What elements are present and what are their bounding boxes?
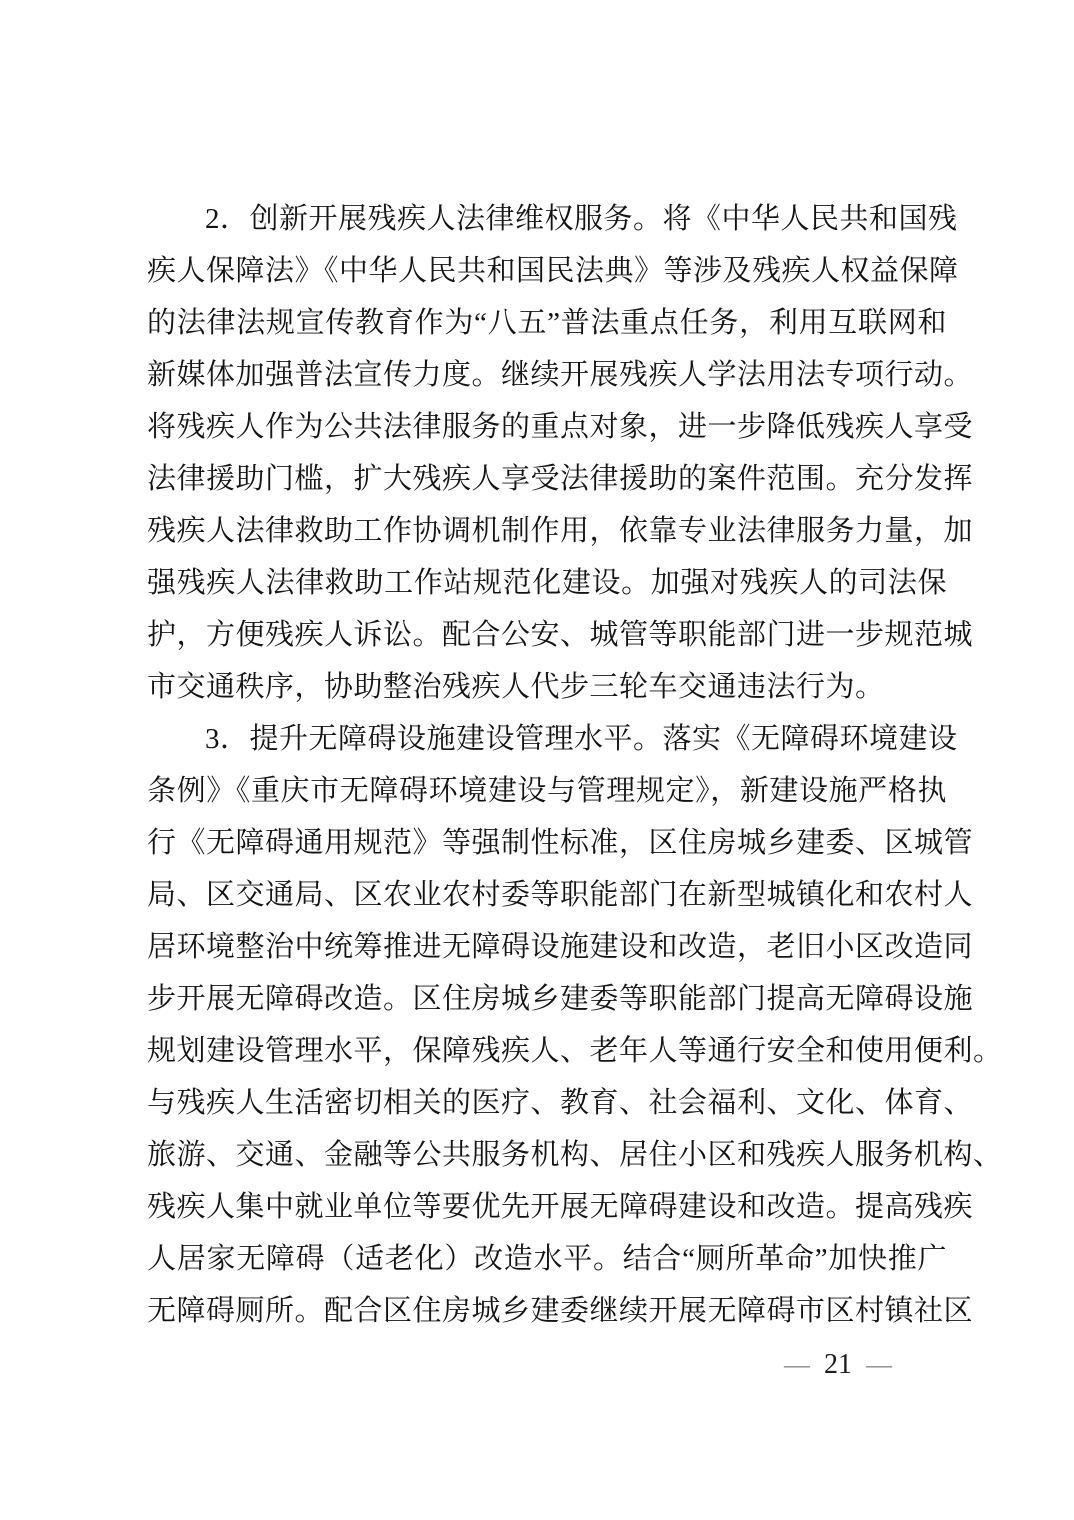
doc-line: 3．提升无障碍设施建设管理水平。落实《无障碍环境建设 — [205, 723, 958, 755]
doc-line: 将残疾人作为公共法律服务的重点对象，进一步降低残疾人享受 — [147, 411, 974, 443]
doc-line: 残疾人集中就业单位等要优先开展无障碍建设和改造。提高残疾 — [147, 1191, 974, 1223]
doc-line: 行《无障碍通用规范》等强制性标准，区住房城乡建委、区城管 — [147, 827, 974, 859]
page-number — [770, 1348, 906, 1382]
doc-line: 护，方便残疾人诉讼。配合公安、城管等职能部门进一步规范城 — [147, 619, 974, 651]
document-text-block — [147, 193, 1003, 1337]
doc-line: 旅游、交通、金融等公共服务机构、居住小区和残疾人服务机构、 — [147, 1139, 1003, 1171]
doc-line: 步开展无障碍改造。区住房城乡建委等职能部门提高无障碍设施 — [147, 983, 974, 1015]
doc-line: 强残疾人法律救助工作站规范化建设。加强对残疾人的司法保 — [147, 567, 947, 599]
doc-line: 条例》《重庆市无障碍环境建设与管理规定》，新建设施严格执 — [147, 775, 947, 807]
doc-line: 居环境整治中统筹推进无障碍设施建设和改造，老旧小区改造同 — [147, 931, 974, 963]
page-number-right-dash: — — [866, 1350, 892, 1379]
doc-line: 2．创新开展残疾人法律维权服务。将《中华人民共和国残 — [205, 203, 958, 235]
doc-line: 新媒体加强普法宣传力度。继续开展残疾人学法用法专项行动。 — [147, 359, 974, 391]
doc-line: 残疾人法律救助工作协调机制作用，依靠专业法律服务力量，加 — [147, 515, 974, 547]
doc-line: 无障碍厕所。配合区住房城乡建委继续开展无障碍市区村镇社区 — [147, 1295, 974, 1327]
page-number-value: 21 — [824, 1349, 852, 1380]
doc-line: 人居家无障碍（适老化）改造水平。结合“厕所革命”加快推广 — [147, 1243, 947, 1275]
doc-line: 规划建设管理水平，保障残疾人、老年人等通行安全和使用便利。 — [147, 1035, 1003, 1067]
doc-line: 局、区交通局、区农业农村委等职能部门在新型城镇化和农村人 — [147, 879, 974, 911]
doc-line: 法律援助门槛，扩大残疾人享受法律援助的案件范围。充分发挥 — [147, 463, 974, 495]
doc-line: 的法律法规宣传教育作为“八五”普法重点任务，利用互联网和 — [147, 307, 947, 339]
doc-line: 市交通秩序，协助整治残疾人代步三轮车交通违法行为。 — [147, 671, 885, 703]
doc-line: 疾人保障法》《中华人民共和国民法典》等涉及残疾人权益保障 — [147, 255, 959, 287]
page-number-left-dash: — — [784, 1350, 810, 1379]
doc-line: 与残疾人生活密切相关的医疗、教育、社会福利、文化、体育、 — [147, 1087, 974, 1119]
